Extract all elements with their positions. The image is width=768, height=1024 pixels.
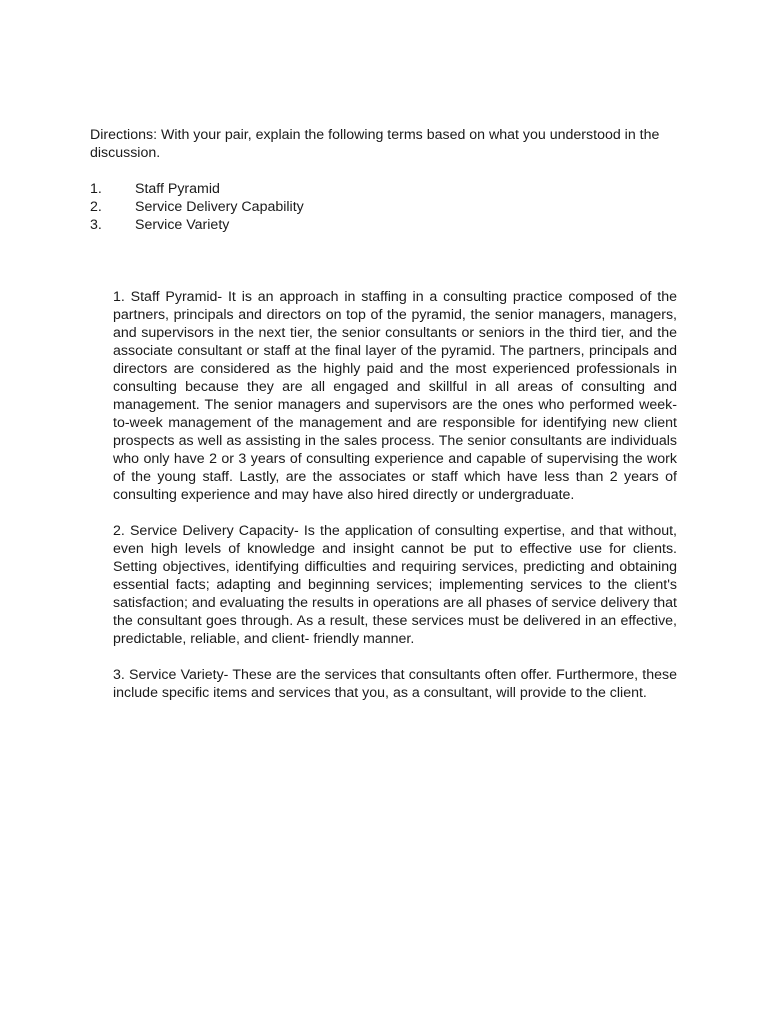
term-number: 1.: [90, 181, 102, 197]
term-number: 3.: [90, 217, 102, 233]
answer-service-delivery-capacity: 2. Service Delivery Capacity- Is the application of consulting expertise, and that without, even high levels of knowledge and insight cannot be put to effective use for clients. Setting objectives, identifying difficulties and requiring services, predicting and obtaining essential facts; adapting and beginning services; implementing services to the client's satisfaction; and evaluating the results in operations are all phases of service delivery that the consultant goes through. As a result, these services must be delivered in an effective, predictable, reliable, and client- friendly manner.: [113, 523, 677, 647]
directions-text: Directions: With your pair, explain the following terms based on what you understood in the discussion.: [90, 127, 660, 161]
term-label: Staff Pyramid: [135, 181, 220, 197]
term-label: Service Delivery Capability: [135, 199, 304, 215]
answer-staff-pyramid: 1. Staff Pyramid- It is an approach in staffing in a consulting practice composed of the partners, principals and directors on top of the pyramid, the senior managers, managers, and supervisors in the next tier, the senior consultants or seniors in the third tier, and the associate consultant or staff at the final layer of the pyramid. The partners, principals and directors are considered as the highly paid and the most experienced professionals in consulting because they are all engaged and skillful in all areas of consulting and management. The senior managers and supervisors are the ones who performed week-to-week management of the management and are responsible for identifying new client prospects as well as assisting in the sales process. The senior consultants are individuals who only have 2 or 3 years of consulting experience and capable of supervising the work of the young staff. Lastly, are the associates or staff which have less than 2 years of consulting experience and may have also hired directly or undergraduate.: [113, 289, 677, 503]
term-list: [90, 180, 490, 234]
term-label: Service Variety: [135, 217, 230, 233]
term-list-item: [90, 180, 490, 198]
term-number: 2.: [90, 199, 102, 215]
answer-service-variety: 3. Service Variety- These are the services that consultants often offer. Furthermore, these include specific items and services that you, as a consultant, will provide to the client.: [113, 667, 677, 701]
term-list-item: [90, 216, 490, 234]
answers-section: [113, 288, 677, 720]
term-list-item: [90, 198, 490, 216]
